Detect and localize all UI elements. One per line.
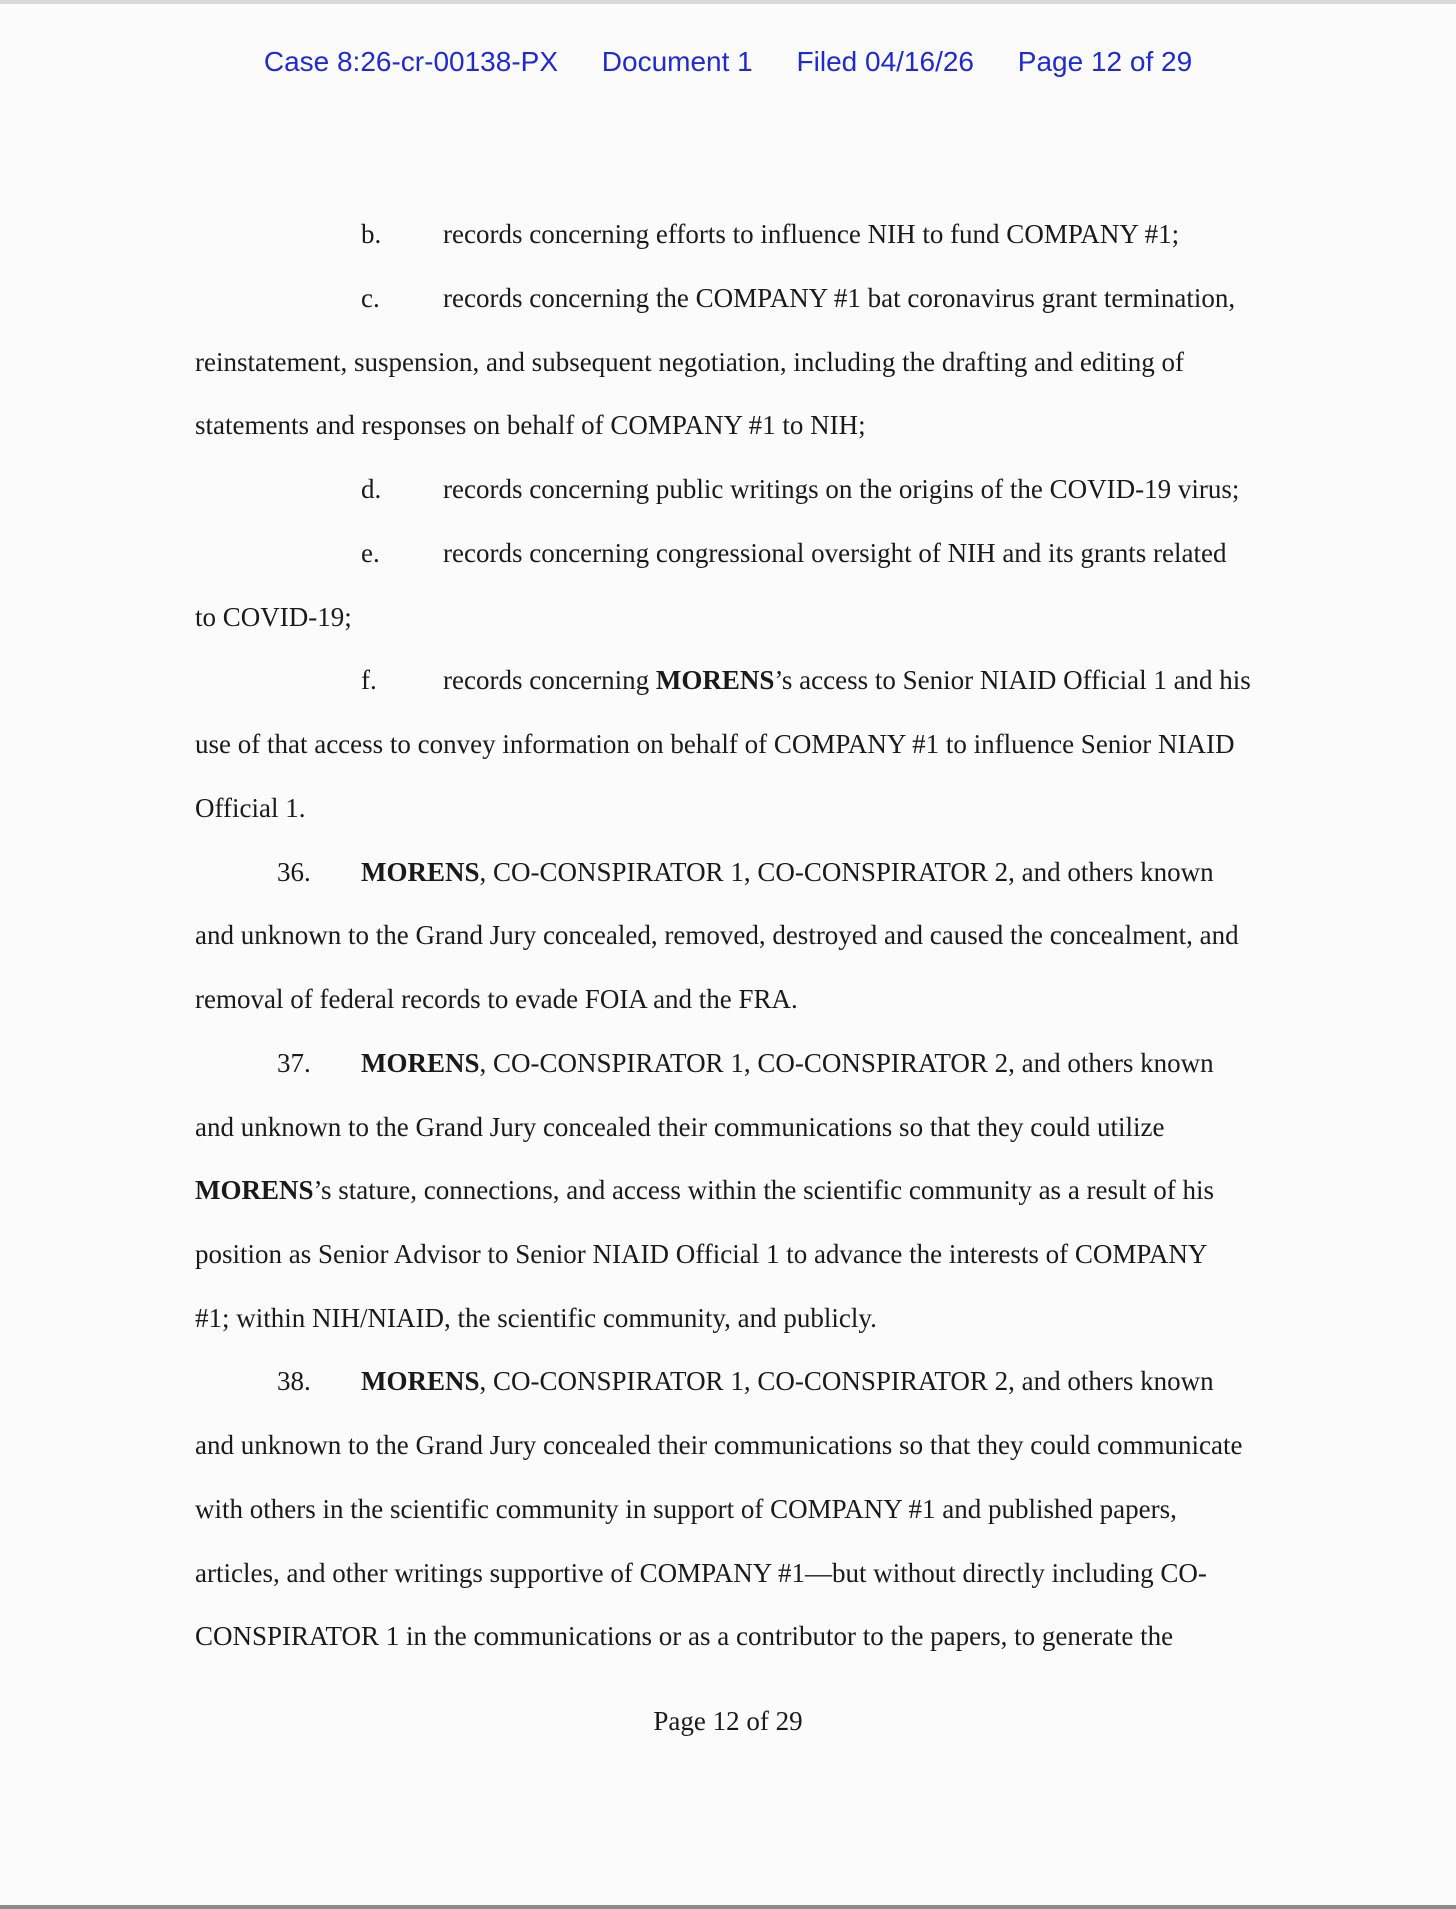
document-number: Document 1	[601, 46, 753, 77]
paragraph-36-line2: and unknown to the Grand Jury concealed, removed, destroyed and caused the concealment, and	[195, 920, 1239, 950]
item-f-text-post: ’s access to Senior NIAID Official 1 and his	[774, 665, 1251, 695]
paragraph-37-number: 37.	[277, 1048, 311, 1078]
court-filing-header	[0, 46, 1456, 78]
defendant-name: MORENS	[655, 665, 775, 695]
item-c-text-line2: reinstatement, suspension, and subsequent negotiation, including the drafting and editing of	[195, 347, 1185, 377]
item-f-text-line3: Official 1.	[195, 793, 306, 823]
item-b-marker: b.	[361, 219, 382, 249]
item-d-text: records concerning public writings on the origins of the COVID-19 virus;	[443, 474, 1240, 504]
paragraph-36-line1	[361, 859, 1214, 886]
item-f-text-line1	[443, 667, 1251, 694]
paragraph-38-line2: and unknown to the Grand Jury concealed their communications so that they could communicate	[195, 1430, 1243, 1460]
paragraph-37-line1	[361, 1050, 1214, 1077]
paragraph-38-line5: CONSPIRATOR 1 in the communications or as a contributor to the papers, to generate the	[195, 1621, 1174, 1651]
item-f-marker: f.	[361, 665, 377, 695]
filed-date: Filed 04/16/26	[796, 46, 974, 77]
case-number: Case 8:26-cr-00138-PX	[263, 46, 558, 77]
defendant-name: MORENS	[195, 1175, 314, 1205]
item-e-text-line2: to COVID-19;	[195, 602, 352, 632]
paragraph-38-line1	[361, 1368, 1214, 1395]
paragraph-37-line1-text: , CO-CONSPIRATOR 1, CO-CONSPIRATOR 2, and others known	[479, 1048, 1214, 1078]
item-c-text-line1: records concerning the COMPANY #1 bat coronavirus grant termination,	[443, 283, 1236, 313]
header-page-number: Page 12 of 29	[1017, 46, 1193, 77]
item-c-text-line3: statements and responses on behalf of COMPANY #1 to NIH;	[195, 410, 866, 440]
paragraph-37-line2: and unknown to the Grand Jury concealed their communications so that they could utilize	[195, 1112, 1165, 1142]
paragraph-38-line1-text: , CO-CONSPIRATOR 1, CO-CONSPIRATOR 2, and others known	[479, 1366, 1214, 1396]
item-b-text: records concerning efforts to influence NIH to fund COMPANY #1;	[443, 219, 1180, 249]
paragraph-38-line3: with others in the scientific community in support of COMPANY #1 and published papers,	[195, 1494, 1177, 1524]
paragraph-38-number: 38.	[277, 1366, 311, 1396]
defendant-name: MORENS	[361, 1048, 480, 1078]
paragraph-37-line5: #1; within NIH/NIAID, the scientific community, and publicly.	[195, 1303, 877, 1333]
paragraph-37-line3-text: ’s stature, connections, and access within the scientific community as a result of his	[313, 1175, 1215, 1205]
item-e-text-line1: records concerning congressional oversight of NIH and its grants related	[443, 538, 1227, 568]
paragraph-36-line1-text: , CO-CONSPIRATOR 1, CO-CONSPIRATOR 2, and others known	[479, 857, 1214, 887]
item-f-text-pre: records concerning	[443, 665, 656, 695]
item-f-text-line2: use of that access to convey information on behalf of COMPANY #1 to influence Senior NIAID	[195, 729, 1235, 759]
item-e-marker: e.	[361, 538, 380, 568]
defendant-name: MORENS	[361, 1366, 480, 1396]
paragraph-36-number: 36.	[277, 857, 311, 887]
paragraph-36-line3: removal of federal records to evade FOIA and the FRA.	[195, 984, 798, 1014]
item-d-marker: d.	[361, 474, 382, 504]
paragraph-37-line3	[195, 1177, 1214, 1204]
paragraph-37-line4: position as Senior Advisor to Senior NIAID Official 1 to advance the interests of COMPANY	[195, 1239, 1208, 1269]
defendant-name: MORENS	[361, 857, 480, 887]
paragraph-38-line4: articles, and other writings supportive of COMPANY #1—but without directly including CO-	[195, 1558, 1207, 1588]
item-c-marker: c.	[361, 283, 380, 313]
footer-page-number: Page 12 of 29	[653, 1706, 803, 1736]
